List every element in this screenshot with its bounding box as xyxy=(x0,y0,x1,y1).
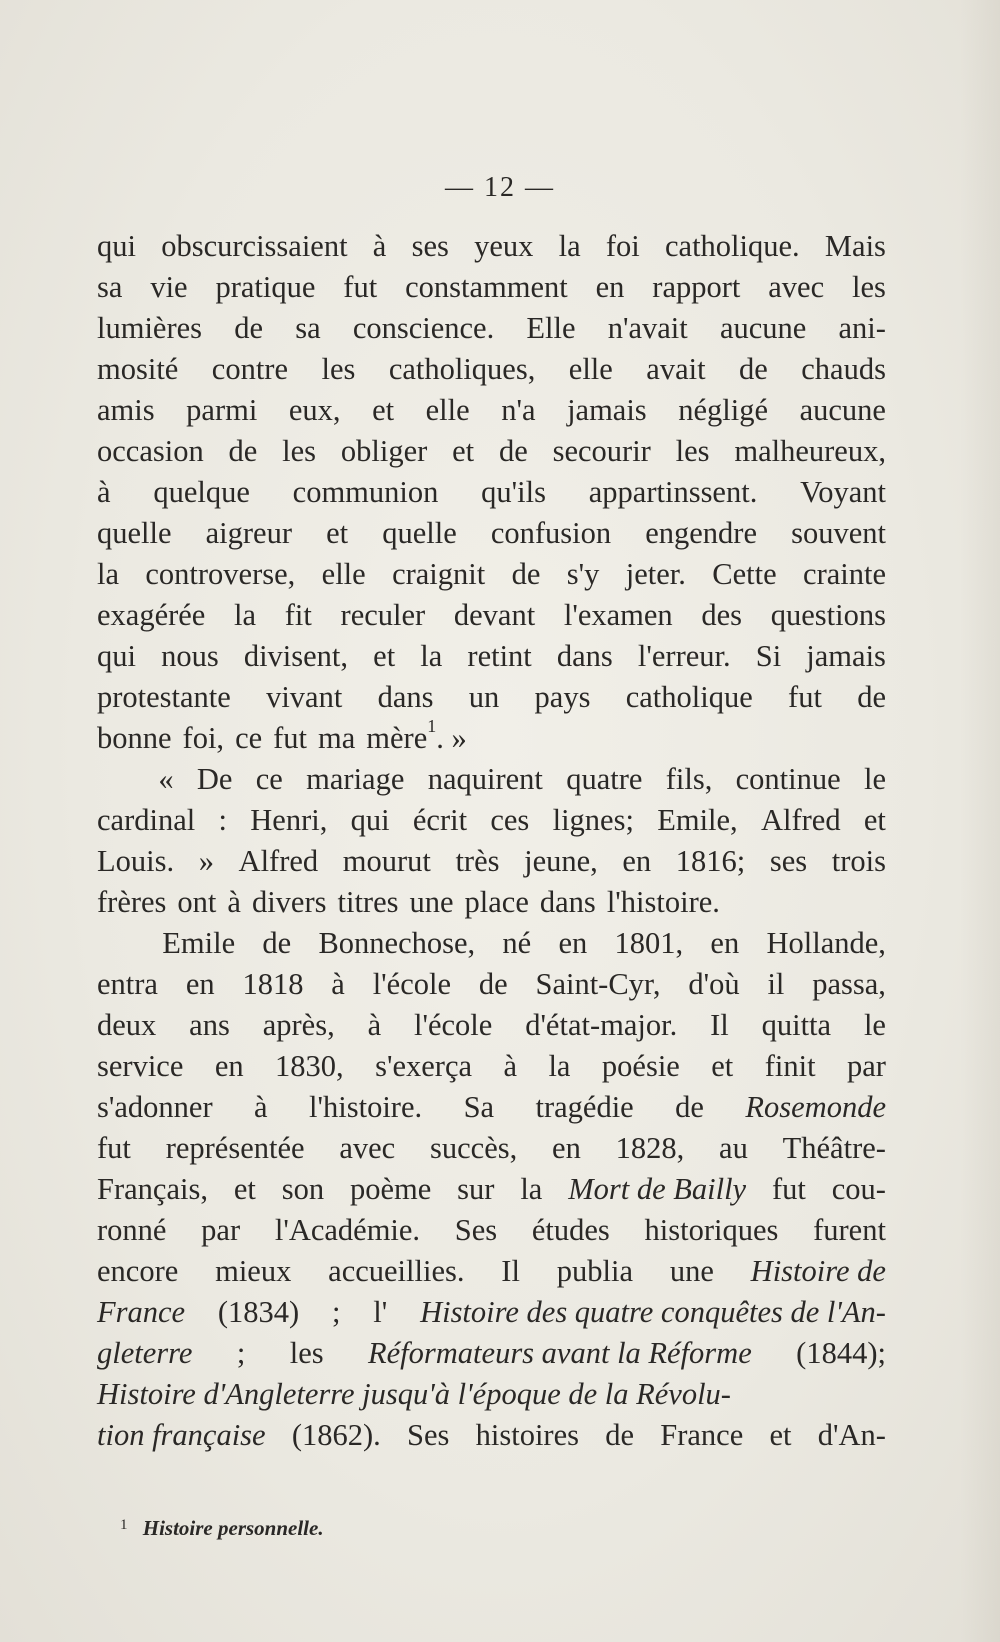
word: craignit xyxy=(392,557,486,591)
word: fut xyxy=(343,270,378,304)
word: ses xyxy=(769,844,808,878)
word: naquirent xyxy=(427,762,543,796)
word: historiques xyxy=(644,1213,779,1247)
word: à xyxy=(254,1090,268,1124)
paragraph-indent xyxy=(97,923,135,964)
word: en xyxy=(214,1049,244,1083)
italic-title: Rosemonde xyxy=(745,1090,886,1124)
text-line xyxy=(97,1128,886,1169)
word: foi xyxy=(605,229,640,263)
word: histoires xyxy=(475,1418,579,1452)
text-line xyxy=(97,554,886,595)
word: avait xyxy=(646,352,706,386)
text-line xyxy=(97,390,886,431)
word: les xyxy=(289,1336,324,1370)
word: eux, xyxy=(288,393,341,427)
word: publia xyxy=(556,1254,633,1288)
word: rapport xyxy=(652,270,741,304)
footnote-number: 1 xyxy=(120,1517,128,1533)
word: un xyxy=(468,680,500,714)
word: obliger xyxy=(340,434,428,468)
word: mourut xyxy=(342,844,431,878)
word: les xyxy=(321,352,356,386)
word: nous xyxy=(161,639,219,673)
italic-title: Histoire des quatre conquêtes de l'An- xyxy=(420,1295,886,1329)
word: Louis. xyxy=(97,844,175,878)
word: 1818 xyxy=(242,967,304,1001)
word: au xyxy=(719,1131,748,1165)
word: Hollande, xyxy=(766,926,886,960)
word: études xyxy=(531,1213,610,1247)
word: il xyxy=(767,967,785,1001)
word: elle xyxy=(321,557,366,591)
word: 1801, xyxy=(614,926,684,960)
word: sa xyxy=(97,270,123,304)
word: quelle xyxy=(97,516,172,550)
word: ani- xyxy=(838,311,886,345)
word: Elle xyxy=(526,311,576,345)
word: ses xyxy=(411,229,449,263)
word: Sa xyxy=(463,1090,495,1124)
word: sa xyxy=(295,311,321,345)
word: frères xyxy=(97,885,167,919)
word: l' xyxy=(373,1295,388,1329)
word: amis xyxy=(97,393,155,427)
word: 1830, xyxy=(275,1049,344,1083)
word: souvent xyxy=(791,516,886,550)
word: d'état-major. xyxy=(525,1008,678,1042)
word: elle xyxy=(425,393,470,427)
word: jeune, xyxy=(524,844,598,878)
word: deux xyxy=(97,1008,157,1042)
word: Bonnechose, xyxy=(318,926,476,960)
word: divisent, xyxy=(243,639,349,673)
text-line xyxy=(97,1333,886,1374)
word: ; xyxy=(236,1336,246,1370)
word: yeux xyxy=(474,229,534,263)
word: Il xyxy=(710,1008,729,1042)
word: jeter. xyxy=(625,557,686,591)
word: en xyxy=(558,926,588,960)
word: n'a xyxy=(501,393,536,427)
page-edge-shadow xyxy=(960,0,1000,1642)
word: contre xyxy=(211,352,289,386)
word: dans xyxy=(539,885,596,919)
word: lignes; xyxy=(552,803,634,837)
word: bonne xyxy=(97,721,172,755)
word: la xyxy=(548,1049,571,1083)
word: engendre xyxy=(645,516,757,550)
word: Il xyxy=(501,1254,520,1288)
text-line xyxy=(97,349,886,390)
word: vivant xyxy=(266,680,343,714)
word: de xyxy=(262,926,292,960)
word: fut xyxy=(771,1172,806,1206)
word: à xyxy=(372,229,387,263)
word: des xyxy=(701,598,743,632)
word: Ses xyxy=(454,1213,498,1247)
word: place xyxy=(464,885,529,919)
word: ans xyxy=(189,1008,230,1042)
body-text xyxy=(97,226,886,1456)
word: et xyxy=(372,393,395,427)
text-line xyxy=(97,718,886,759)
word: l'Académie. xyxy=(274,1213,421,1247)
word: devant xyxy=(453,598,536,632)
word: catholique xyxy=(625,680,753,714)
word: tragédie xyxy=(535,1090,634,1124)
word: Cette xyxy=(712,557,777,591)
word: de xyxy=(511,557,541,591)
word: Mais xyxy=(824,229,886,263)
text-line xyxy=(97,1415,886,1456)
word: mère xyxy=(366,721,428,755)
word: son xyxy=(281,1172,325,1206)
word: crainte xyxy=(803,557,886,591)
word: en xyxy=(710,926,740,960)
text-line xyxy=(97,431,886,472)
word: confusion xyxy=(490,516,612,550)
word: les xyxy=(675,434,710,468)
text-line xyxy=(97,513,886,554)
word: de xyxy=(498,434,528,468)
word: mariage xyxy=(306,762,405,796)
text-line xyxy=(97,1005,886,1046)
word: ma xyxy=(318,721,356,755)
word: divers xyxy=(251,885,327,919)
word: jamais xyxy=(806,639,886,673)
word: poésie xyxy=(601,1049,680,1083)
text-line xyxy=(97,882,886,923)
word: pays xyxy=(534,680,591,714)
text-line xyxy=(97,759,886,800)
text-line xyxy=(97,1374,886,1415)
page-number: — 12 — xyxy=(445,172,555,203)
word: et xyxy=(452,434,475,468)
word: Voyant xyxy=(800,475,886,509)
word: en xyxy=(185,967,215,1001)
word: qui xyxy=(350,803,390,837)
word: Si xyxy=(755,639,782,673)
word: ce xyxy=(255,762,283,796)
word: de xyxy=(234,311,264,345)
word: avec xyxy=(768,270,825,304)
text-line xyxy=(97,1046,886,1087)
word: dans xyxy=(377,680,434,714)
word: l'histoire. xyxy=(309,1090,423,1124)
word: quitta xyxy=(761,1008,832,1042)
word: passa, xyxy=(812,967,886,1001)
word: France xyxy=(660,1418,744,1452)
word: : xyxy=(218,803,227,837)
word: de xyxy=(739,352,768,386)
italic-title: Réformateurs avant la Réforme xyxy=(368,1336,752,1370)
word: fit xyxy=(284,598,312,632)
text-line xyxy=(97,677,886,718)
word: la xyxy=(234,598,257,632)
word: n'avait xyxy=(607,311,688,345)
word: fut xyxy=(273,721,308,755)
word: Français, xyxy=(97,1172,208,1206)
word: la xyxy=(520,1172,543,1206)
word: communion xyxy=(292,475,439,509)
word: accueillies. xyxy=(328,1254,465,1288)
word: cardinal xyxy=(97,803,196,837)
word: finit xyxy=(764,1049,816,1083)
word: par xyxy=(201,1213,241,1247)
word: le xyxy=(863,762,886,796)
italic-title: Histoire d'Angleterre jusqu'à l'époque de la Révolu- xyxy=(97,1377,731,1411)
word: qui xyxy=(97,639,136,673)
word: s'y xyxy=(566,557,600,591)
word: quelle xyxy=(382,516,457,550)
word: succès, xyxy=(430,1131,518,1165)
word: appartinssent. xyxy=(588,475,758,509)
text-line xyxy=(97,308,886,349)
word: l'école xyxy=(372,967,451,1001)
word: ronné xyxy=(97,1213,167,1247)
word: à xyxy=(367,1008,382,1042)
italic-title: Histoire de xyxy=(750,1254,886,1288)
paragraph-indent xyxy=(97,759,135,800)
text-line xyxy=(97,1292,886,1333)
word: jamais xyxy=(567,393,647,427)
word: de xyxy=(478,967,508,1001)
word: mosité xyxy=(97,352,179,386)
word: la xyxy=(420,639,443,673)
word: une xyxy=(409,885,454,919)
text-line xyxy=(97,1251,886,1292)
word: « xyxy=(158,762,174,796)
word: protestante xyxy=(97,680,231,714)
word: fut xyxy=(97,1131,131,1165)
text-line xyxy=(97,1169,886,1210)
word: poème xyxy=(349,1172,432,1206)
word: cou- xyxy=(831,1172,886,1206)
word: d'An- xyxy=(817,1418,886,1452)
word: Alfred xyxy=(760,803,841,837)
text-line xyxy=(97,964,886,1005)
footnote-marker: 1 xyxy=(427,716,437,736)
word: s'adonner xyxy=(97,1090,213,1124)
word: d'où xyxy=(688,967,740,1001)
word: furent xyxy=(813,1213,886,1247)
word: chauds xyxy=(801,352,886,386)
word: à xyxy=(227,885,241,919)
word: controverse, xyxy=(145,557,296,591)
word: en xyxy=(552,1131,581,1165)
word: la xyxy=(97,557,120,591)
word: elle xyxy=(568,352,613,386)
word: titres xyxy=(337,885,399,919)
italic-title: tion française xyxy=(97,1418,266,1452)
word: avec xyxy=(339,1131,396,1165)
word: secourir xyxy=(552,434,651,468)
word: lumières xyxy=(97,311,203,345)
text-line xyxy=(97,1210,886,1251)
word: représentée xyxy=(165,1131,305,1165)
word: » xyxy=(198,844,214,878)
word: négligé xyxy=(678,393,769,427)
word: ont xyxy=(177,885,217,919)
text-line xyxy=(97,841,886,882)
word: catholique. xyxy=(665,229,800,263)
text-line xyxy=(97,226,886,267)
word: malheureux, xyxy=(734,434,886,468)
word: les xyxy=(282,434,317,468)
word: pratique xyxy=(215,270,316,304)
word: à xyxy=(97,475,111,509)
word: De xyxy=(196,762,233,796)
footnote-text: Histoire personnelle. xyxy=(142,1516,324,1540)
word: . » xyxy=(436,721,467,755)
word: à xyxy=(503,1049,518,1083)
word: Emile xyxy=(162,926,236,960)
word: catholiques, xyxy=(388,352,536,386)
word: aigreur xyxy=(205,516,292,550)
word: 1828, xyxy=(615,1131,685,1165)
word: et xyxy=(326,516,349,550)
word: (1862). xyxy=(291,1418,381,1452)
word: de xyxy=(675,1090,704,1124)
word: après, xyxy=(262,1008,335,1042)
word: service xyxy=(97,1049,184,1083)
text-line xyxy=(97,267,886,308)
word: né xyxy=(502,926,532,960)
word: retint xyxy=(467,639,532,673)
word: ces xyxy=(490,803,530,837)
word: constamment xyxy=(405,270,568,304)
italic-title: gleterre xyxy=(97,1336,193,1370)
word: à xyxy=(331,967,345,1001)
text-line xyxy=(97,472,886,513)
word: fut xyxy=(788,680,822,714)
word: mieux xyxy=(215,1254,292,1288)
word: qui xyxy=(97,229,136,263)
word: reculer xyxy=(340,598,426,632)
word: ; xyxy=(332,1295,341,1329)
word: l'école xyxy=(414,1008,493,1042)
text-line xyxy=(97,1087,886,1128)
text-line xyxy=(97,923,886,964)
word: une xyxy=(669,1254,714,1288)
word: foi, xyxy=(182,721,225,755)
text-line xyxy=(97,800,886,841)
word: Henri, xyxy=(250,803,328,837)
text-line xyxy=(97,636,886,677)
word: et xyxy=(863,803,886,837)
word: Saint-Cyr, xyxy=(535,967,661,1001)
word: sur xyxy=(457,1172,495,1206)
word: Alfred xyxy=(238,844,319,878)
word: très xyxy=(455,844,500,878)
word: et xyxy=(373,639,396,673)
word: parmi xyxy=(186,393,258,427)
word: continue xyxy=(735,762,841,796)
word: Emile, xyxy=(657,803,738,837)
word: quelque xyxy=(153,475,250,509)
word: s'exerça xyxy=(375,1049,473,1083)
word: questions xyxy=(770,598,886,632)
word: (1844); xyxy=(796,1336,886,1370)
word: ce xyxy=(235,721,263,755)
word: aucune xyxy=(719,311,807,345)
word: obscurcissaient xyxy=(161,229,348,263)
word: en xyxy=(595,270,625,304)
italic-title: France xyxy=(97,1295,186,1329)
word: entra xyxy=(97,967,158,1001)
word: par xyxy=(847,1049,886,1083)
word: et xyxy=(233,1172,256,1206)
word: dans xyxy=(556,639,613,673)
word: en xyxy=(622,844,652,878)
word: Ses xyxy=(407,1418,450,1452)
word: et xyxy=(769,1418,792,1452)
word: les xyxy=(852,270,886,304)
word: trois xyxy=(831,844,886,878)
word: encore xyxy=(97,1254,179,1288)
word: de xyxy=(857,680,886,714)
word: la xyxy=(558,229,581,263)
word: écrit xyxy=(412,803,468,837)
word: exagérée xyxy=(97,598,206,632)
italic-title: Mort de Bailly xyxy=(568,1172,747,1206)
word: occasion xyxy=(97,434,204,468)
word: qu'ils xyxy=(481,475,546,509)
word: et xyxy=(711,1049,734,1083)
word: (1834) xyxy=(217,1295,300,1329)
word: le xyxy=(863,1008,886,1042)
text-line xyxy=(97,595,886,636)
word: conscience. xyxy=(352,311,495,345)
word: 1816; xyxy=(675,844,746,878)
word: l'examen xyxy=(563,598,673,632)
footnote xyxy=(120,1516,324,1541)
word: l'histoire. xyxy=(606,885,720,919)
word: l'erreur. xyxy=(637,639,731,673)
word: Théâtre- xyxy=(782,1131,886,1165)
word: quatre xyxy=(566,762,643,796)
word: de xyxy=(228,434,258,468)
word: aucune xyxy=(799,393,886,427)
word: vie xyxy=(150,270,188,304)
word: fils, xyxy=(665,762,713,796)
word: de xyxy=(605,1418,635,1452)
